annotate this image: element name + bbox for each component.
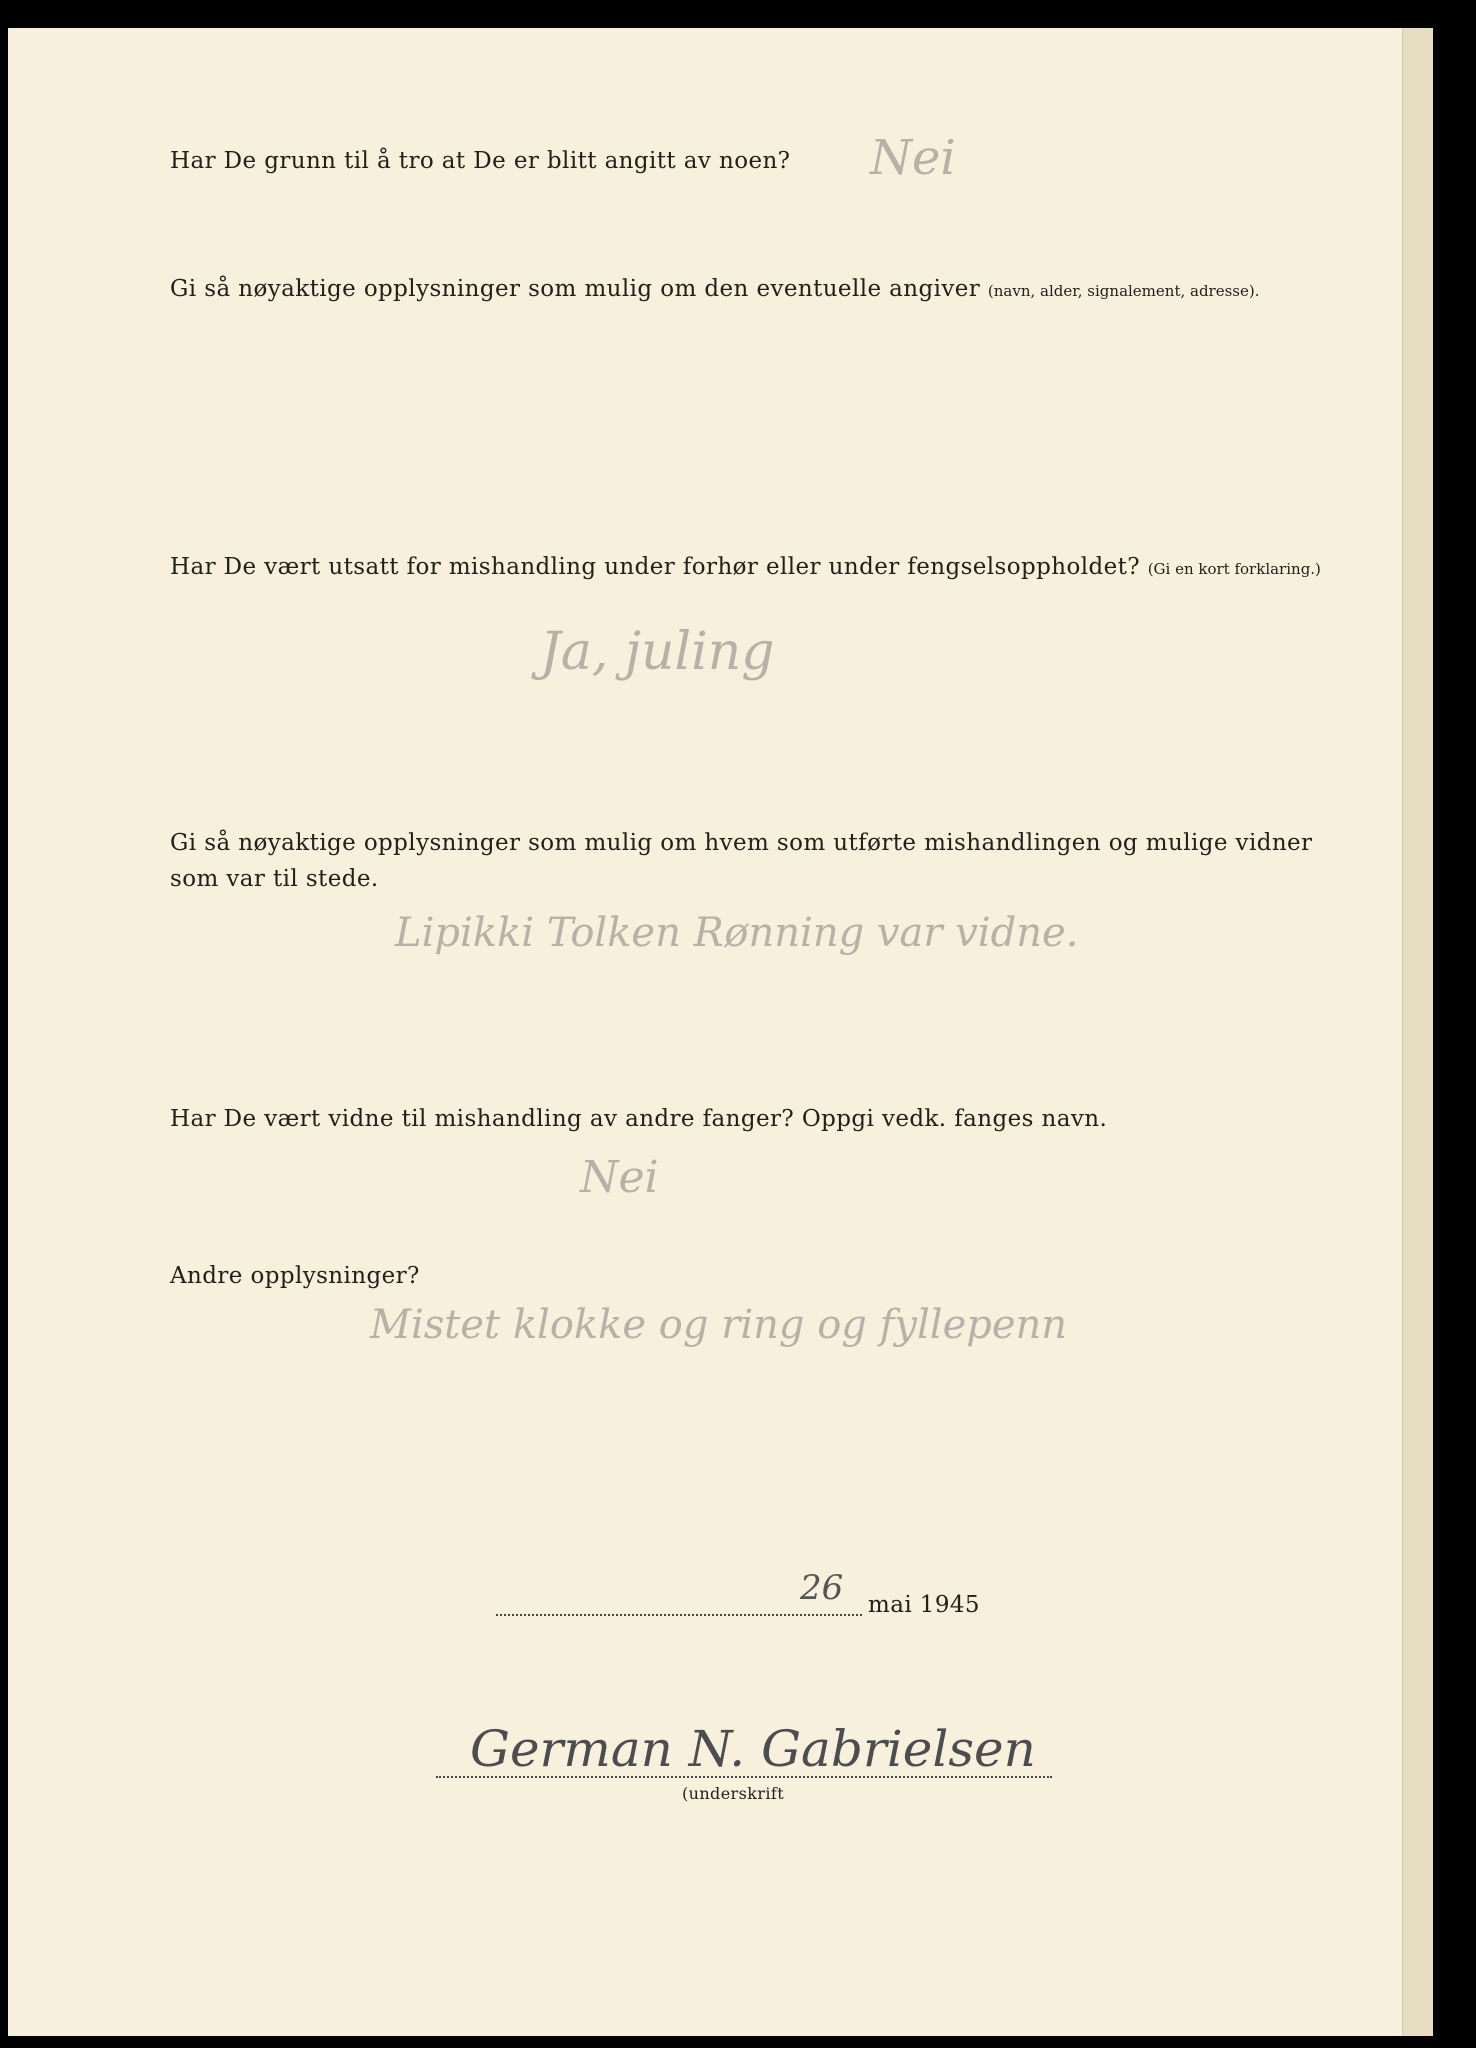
question-4-line-2: som var til stede. xyxy=(170,866,379,892)
question-2-note: (navn, alder, signalement, adresse). xyxy=(987,282,1260,300)
date-dotted-line xyxy=(496,1614,862,1616)
question-3-note: (Gi en kort forklaring.) xyxy=(1147,560,1321,578)
date-day: 26 xyxy=(800,1568,844,1608)
question-5: Har De vært vidne til mishandling av andre fanger? Oppgi vedk. fanges navn. xyxy=(170,1106,1108,1132)
page-edge xyxy=(1402,28,1433,2036)
date-text: mai 1945 xyxy=(868,1592,980,1618)
answer-3: Ja, juling xyxy=(540,622,775,682)
signature-label: (underskrift xyxy=(682,1784,785,1803)
question-4-line-1: Gi så nøyaktige opplysninger som mulig om hvem som utførte mishandlingen og mulige vidner xyxy=(170,830,1313,856)
question-2: Gi så nøyaktige opplysninger som mulig om den eventuelle angiver (navn, alder, signalement, adresse). xyxy=(170,276,1260,302)
signature: German N. Gabrielsen xyxy=(470,1720,1036,1778)
answer-6: Mistet klokke og ring og fyllepenn xyxy=(370,1302,1068,1348)
question-6: Andre opplysninger? xyxy=(170,1263,420,1289)
answer-4: Lipikki Tolken Rønning var vidne. xyxy=(395,910,1079,956)
answer-1: Nei xyxy=(870,130,956,186)
answer-5: Nei xyxy=(580,1152,659,1203)
question-1: Har De grunn til å tro at De er blitt angitt av noen? xyxy=(170,148,791,174)
question-3: Har De vært utsatt for mishandling under forhør eller under fengselsoppholdet? (Gi en kort forklaring.) xyxy=(170,554,1321,580)
